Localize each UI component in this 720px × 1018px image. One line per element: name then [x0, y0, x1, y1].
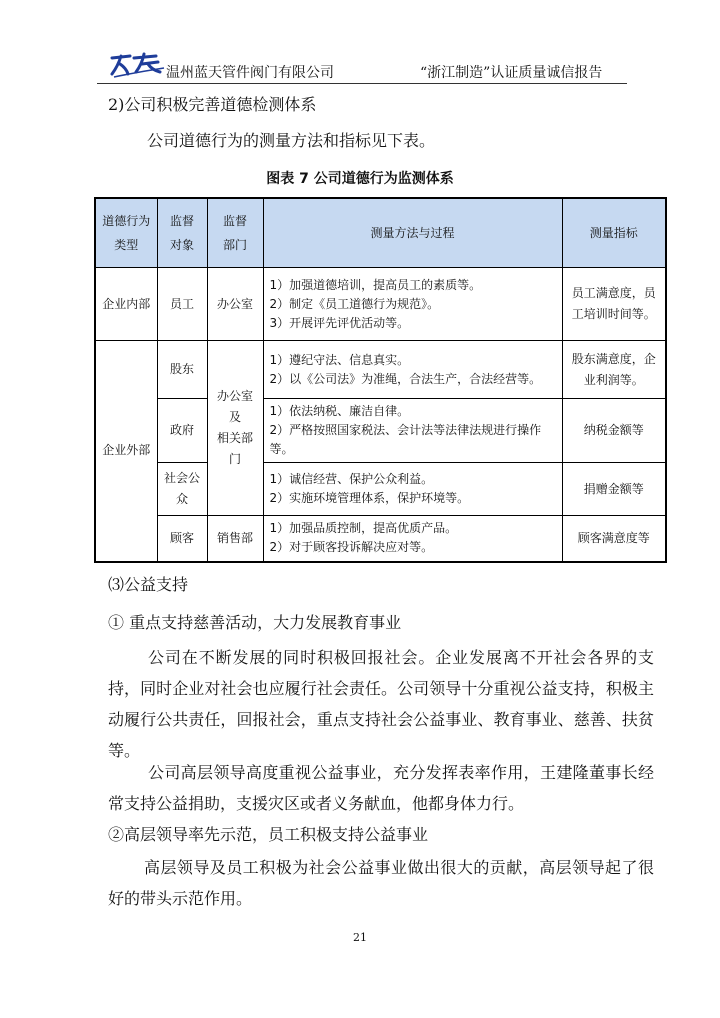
paragraph-social-return: 公司在不断发展的同时积极回报社会。企业发展离不开社会各界的支持，同时企业对社会也应履行社会责任。公司领导十分重视公益支持，积极主动履行公共责任，回报社会，重点支持社会公益事业、教育事业、慈善、扶贫等。 [108, 648, 654, 760]
cell-object: 顾客 [157, 516, 207, 562]
cell-indicator: 纳税金额等 [562, 399, 666, 463]
table-row [95, 463, 666, 516]
cell-indicator: 捐赠金额等 [562, 463, 666, 516]
paragraph-leadership: 公司高层领导高度重视公益事业，充分发挥表率作用，王建隆董事长经常支持公益捐助，支援灾区或者义务献血，他都身体力行。 [108, 763, 654, 813]
cell-object: 社会公众 [157, 463, 207, 516]
table-row [95, 516, 666, 562]
cell-indicator: 股东满意度，企业利润等。 [562, 341, 666, 399]
subheading-leaders-example: ②高层领导率先示范，员工积极支持公益事业 [108, 825, 429, 844]
col-header-dept: 监督 部门 [207, 198, 263, 268]
cell-indicator: 顾客满意度等 [562, 516, 666, 562]
col-header-method: 测量方法与过程 [263, 198, 562, 268]
page-number: 21 [353, 931, 367, 944]
cell-dept: 办公室及 相关部门 [207, 341, 263, 516]
report-title: “浙江制造”认证质量诚信报告 [420, 65, 603, 81]
cell-object: 政府 [157, 399, 207, 463]
header-divider [97, 83, 627, 84]
table-row [95, 399, 666, 463]
cell-dept: 办公室 [207, 268, 263, 341]
table-header-row [95, 198, 666, 268]
cell-method: 1）诚信经营、保护公众利益。 2）实施环境管理体系，保护环境等。 [263, 463, 562, 516]
cell-method: 1）加强道德培训，提高员工的素质等。 2）制定《员工道德行为规范》。 3）开展评先评优活动等。 [263, 268, 562, 341]
cell-type: 企业外部 [95, 341, 157, 562]
table-row [95, 268, 666, 341]
table-row [95, 341, 666, 399]
section-heading: 2)公司积极完善道德检测体系 [108, 95, 317, 114]
ethics-monitoring-table [94, 197, 667, 563]
section-intro: 公司道德行为的测量方法和指标见下表。 [147, 131, 436, 150]
company-name: 温州蓝天管件阀门有限公司 [166, 65, 334, 81]
company-logo [108, 50, 166, 80]
cell-method: 1）遵纪守法、信息真实。 2）以《公司法》为准绳，合法生产，合法经营等。 [263, 341, 562, 399]
subheading-charity: ① 重点支持慈善活动，大力发展教育事业 [108, 613, 402, 632]
cell-indicator: 员工满意度，员工培训时间等。 [562, 268, 666, 341]
cell-method: 1）依法纳税、廉洁自律。 2）严格按照国家税法、会计法等法律法规进行操作等。 [263, 399, 562, 463]
table-caption: 图表 7 公司道德行为监测体系 [266, 171, 454, 187]
paragraph-contribution: 高层领导及员工积极为社会公益事业做出很大的贡献，高层领导起了很好的带头示范作用。 [108, 858, 654, 908]
cell-type: 企业内部 [95, 268, 157, 341]
col-header-indicator: 测量指标 [562, 198, 666, 268]
cell-method: 1）加强品质控制，提高优质产品。 2）对于顾客投诉解决应对等。 [263, 516, 562, 562]
public-welfare-heading: ⑶公益支持 [108, 575, 189, 594]
col-header-type: 道德行为 类型 [95, 198, 157, 268]
cell-object: 股东 [157, 341, 207, 399]
col-header-object: 监督 对象 [157, 198, 207, 268]
cell-object: 员工 [157, 268, 207, 341]
cell-dept: 销售部 [207, 516, 263, 562]
